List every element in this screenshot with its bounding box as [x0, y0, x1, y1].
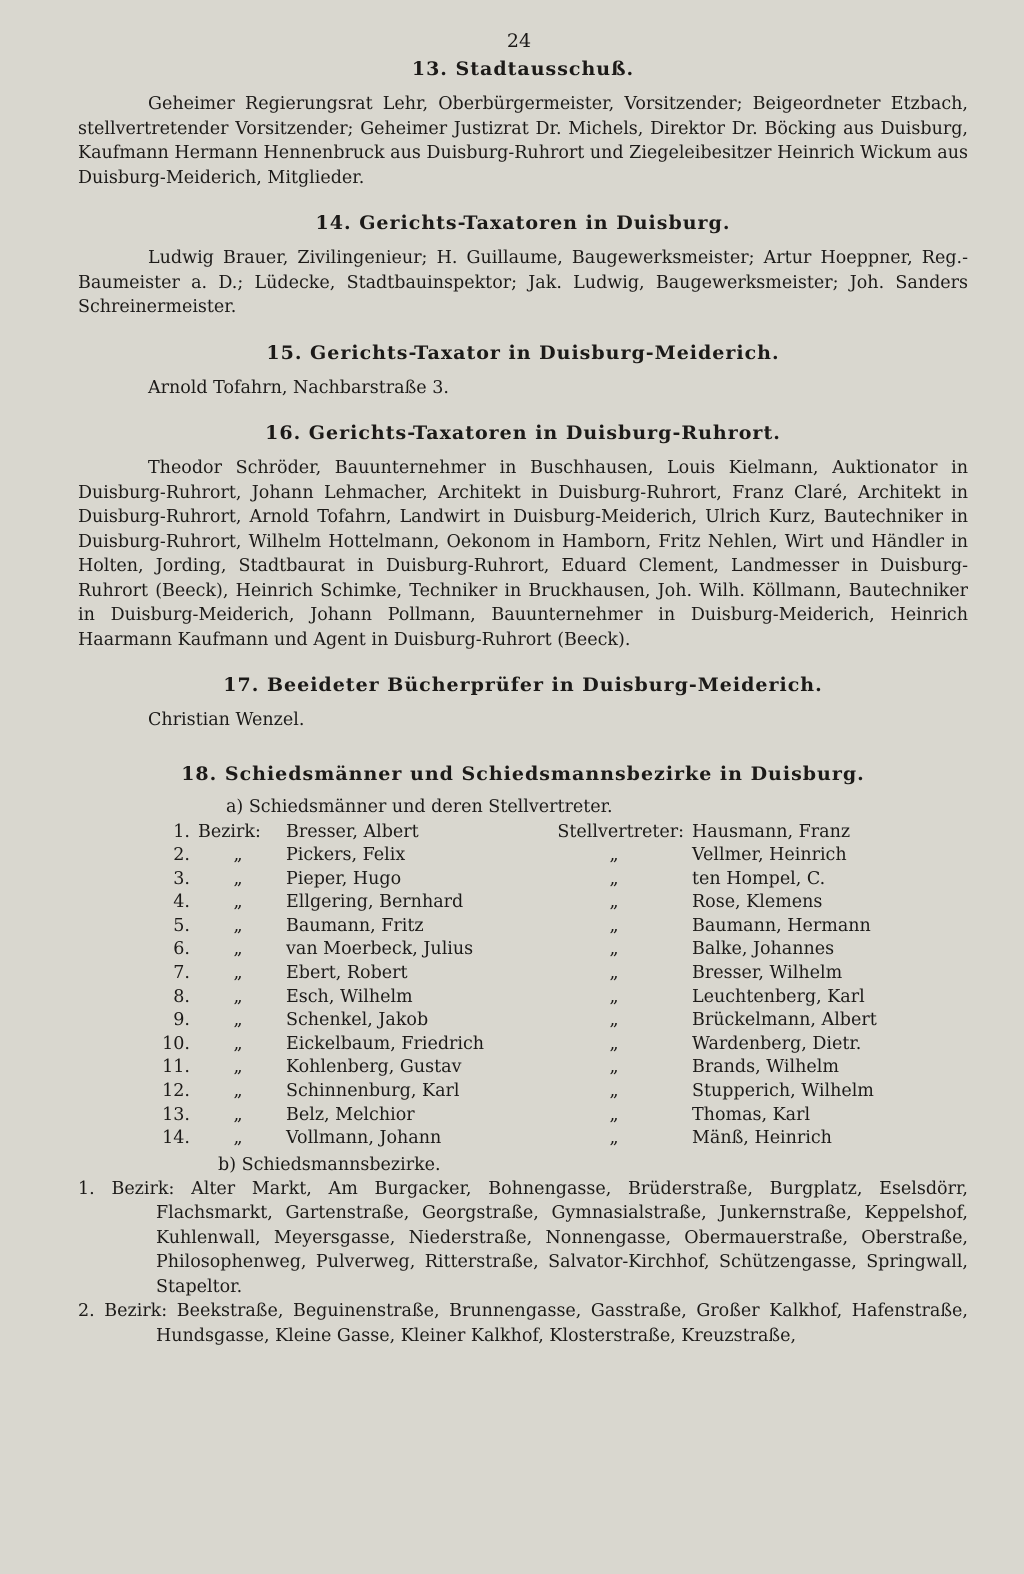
deputy-label: Stellvertreter:: [557, 821, 684, 842]
bezirk-label: „: [233, 986, 243, 1007]
row-number: 14.: [162, 1128, 190, 1149]
arbitrator-name: Kohlenberg, Gustav: [286, 1057, 462, 1078]
arbitrator-name: Ebert, Robert: [286, 963, 408, 984]
deputy-name: Rose, Klemens: [692, 892, 823, 913]
bezirk-label: „: [233, 1104, 243, 1125]
bezirk-label: „: [233, 1128, 243, 1149]
arbitrator-name: Belz, Melchior: [286, 1104, 415, 1125]
row-number: 2.: [173, 845, 190, 866]
section-text: Geheimer Regierungsrat Lehr, Oberbürgermeister, Vorsitzender; Beigeordneter Etzbach, stellvertretender Vorsitzender; Geheimer Justizrat Dr. Michels, Direktor Dr. Böcking aus Duisburg, Kaufmann Hermann Hennenbruck aus Duisburg-Ruhrort und Ziegeleibesitzer Heinrich Wickum aus Duisburg-Meiderich, Mitglieder.: [78, 94, 968, 188]
row-number: 8.: [173, 986, 190, 1007]
row-number: 3.: [173, 868, 190, 889]
section-text: Theodor Schröder, Bauunternehmer in Buschhausen, Louis Kielmann, Auktionator in Duisburg-Ruhrort, Johann Lehmacher, Architekt in Duisburg-Ruhrort, Franz Claré, Architekt in Duisburg-Ruhrort, Arnold Tofahrn, Landwirt in Duisburg-Meiderich, Ulrich Kurz, Bautechniker in Duisburg-Ruhrort, Wilhelm Hottelmann, Oekonom in Hamborn, Fritz Nehlen, Wirt und Händler in Holten, Jording, Stadtbaurat in Duisburg-Ruhrort, Eduard Clement, Landmesser in Duisburg-Ruhrort (Beeck), Heinrich Schimke, Techniker in Bruckhausen, Joh. Wilh. Köllmann, Bautechniker in Duisburg-Meiderich, Johann Pollmann, Bauunternehmer in Duisburg-Meiderich, Heinrich Haarmann Kaufmann und Agent in Duisburg-Ruhrort (Beeck).: [78, 458, 968, 650]
section-text: Arnold Tofahrn, Nachbarstraße 3.: [148, 377, 449, 398]
deputy-label: „: [609, 1104, 619, 1125]
document-page: [78, 30, 968, 1348]
deputy-label: „: [609, 845, 619, 866]
district-1: [78, 1177, 968, 1300]
row-number: 13.: [162, 1104, 190, 1125]
deputy-label: „: [609, 1010, 619, 1031]
deputy-name: Leuchtenberg, Karl: [692, 986, 865, 1007]
section-heading: 14. Gerichts-Taxatoren in Duisburg.: [315, 212, 731, 234]
table-row: [158, 868, 881, 892]
table-row: [158, 1127, 881, 1151]
table-row: [158, 1056, 881, 1080]
page-number: 24: [506, 30, 532, 52]
bezirk-label: „: [233, 1010, 243, 1031]
table-row: [158, 986, 881, 1010]
arbitrator-name: Pieper, Hugo: [286, 868, 402, 889]
district-streets: Alter Markt, Am Burgacker, Bohnengasse, Brüderstraße, Burgplatz, Eselsdörr, Flachsmarkt, Gartenstraße, Georgstraße, Gymnasialstraße, Junkernstraße, Keppelshof, Kuhlenwall, Meyersgasse, Niederstraße, Nonnengasse, Obermauerstraße, Oberstraße, Philosophenweg, Pulverweg, Ritterstraße, Salvator-Kirchhof, Schützengasse, Springwall, Stapeltor.: [156, 1178, 968, 1297]
deputy-name: Balke, Johannes: [692, 939, 835, 960]
deputy-name: Mänß, Heinrich: [692, 1128, 832, 1149]
subheading-a: a) Schiedsmänner und deren Stellvertreter.: [226, 796, 613, 817]
table-row: [158, 1033, 881, 1057]
deputy-label: „: [609, 1081, 619, 1102]
bezirk-label: Bezirk:: [198, 821, 261, 842]
bezirk-label: „: [233, 1057, 243, 1078]
row-number: 9.: [173, 1010, 190, 1031]
row-number: 1.: [173, 821, 190, 842]
deputy-label: „: [609, 892, 619, 913]
bezirk-label: „: [233, 845, 243, 866]
table-row: [158, 915, 881, 939]
deputy-name: Vellmer, Heinrich: [692, 845, 847, 866]
section-text: Ludwig Brauer, Zivilingenieur; H. Guillaume, Baugewerksmeister; Artur Hoeppner, Reg.-Baumeister a. D.; Lüdecke, Stadtbauinspektor; Jak. Ludwig, Baugewerksmeister; Joh. Sanders Schreinermeister.: [78, 248, 968, 317]
arbitrator-name: Pickers, Felix: [286, 845, 406, 866]
deputy-label: „: [609, 915, 619, 936]
bezirk-label: „: [233, 868, 243, 889]
arbitrator-name: Ellgering, Bernhard: [286, 892, 464, 913]
row-number: 6.: [173, 939, 190, 960]
section-heading: 15. Gerichts-Taxator in Duisburg-Meiderich.: [266, 341, 780, 364]
table-row: [158, 844, 881, 868]
bezirk-label: „: [233, 963, 243, 984]
table-row: [158, 1080, 881, 1104]
deputy-name: Brückelmann, Albert: [692, 1010, 877, 1031]
district-2: [78, 1299, 968, 1348]
row-number: 12.: [162, 1081, 190, 1102]
arbitrator-name: Eickelbaum, Friedrich: [286, 1033, 485, 1054]
arbitrator-name: Schenkel, Jakob: [286, 1010, 429, 1031]
deputy-label: „: [609, 939, 619, 960]
table-row: [158, 962, 881, 986]
bezirk-label: „: [233, 1081, 243, 1102]
arbitrator-name: van Moerbeck, Julius: [286, 939, 474, 960]
bezirk-label: „: [233, 1033, 243, 1054]
arbitrator-name: Bresser, Albert: [286, 821, 419, 842]
bezirk-label: „: [233, 915, 243, 936]
deputy-label: „: [609, 1057, 619, 1078]
section-heading: 13. Stadtausschuß.: [411, 58, 635, 80]
arbitrator-name: Vollmann, Johann: [286, 1128, 442, 1149]
table-row: [158, 821, 881, 845]
arbitrator-name: Baumann, Fritz: [286, 915, 424, 936]
deputy-label: „: [609, 868, 619, 889]
deputy-name: ten Hompel, C.: [692, 868, 826, 889]
row-number: 4.: [173, 892, 190, 913]
table-row: [158, 891, 881, 915]
bezirk-label: „: [233, 939, 243, 960]
row-number: 10.: [162, 1033, 190, 1054]
deputy-name: Wardenberg, Dietr.: [692, 1033, 862, 1054]
arbitrator-name: Schinnenburg, Karl: [286, 1081, 460, 1102]
bezirk-label: „: [233, 892, 243, 913]
district-label: 1. Bezirk:: [78, 1178, 175, 1199]
district-streets: Beekstraße, Beguinenstraße, Brunnengasse, Gasstraße, Großer Kalkhof, Hafenstraße, Hundsgasse, Kleine Gasse, Kleiner Kalkhof, Klosterstraße, Kreuzstraße,: [156, 1301, 968, 1346]
table-row: [158, 1009, 881, 1033]
row-number: 5.: [173, 915, 190, 936]
deputy-name: Stupperich, Wilhelm: [692, 1081, 874, 1102]
deputy-label: „: [609, 963, 619, 984]
deputy-label: „: [609, 1033, 619, 1054]
deputy-name: Thomas, Karl: [692, 1104, 811, 1125]
deputy-name: Bresser, Wilhelm: [692, 963, 843, 984]
deputy-name: Baumann, Hermann: [692, 915, 871, 936]
row-number: 7.: [173, 963, 190, 984]
deputy-name: Brands, Wilhelm: [692, 1057, 839, 1078]
section-text: Christian Wenzel.: [148, 710, 305, 730]
arbitrator-name: Esch, Wilhelm: [286, 986, 413, 1007]
section-heading: 17. Beeideter Bücherprüfer in Duisburg-Meiderich.: [223, 674, 823, 696]
arbitrators-table: [158, 821, 881, 1151]
deputy-label: „: [609, 986, 619, 1007]
table-row: [158, 938, 881, 962]
table-row: [158, 1104, 881, 1128]
row-number: 11.: [162, 1057, 190, 1078]
district-label: 2. Bezirk:: [78, 1301, 168, 1322]
section-heading: 16. Gerichts-Taxatoren in Duisburg-Ruhrort.: [265, 422, 781, 444]
deputy-name: Hausmann, Franz: [692, 821, 851, 842]
section-heading: 18. Schiedsmänner und Schiedsmannsbezirke in Duisburg.: [181, 762, 865, 785]
deputy-label: „: [609, 1128, 619, 1149]
subheading-b: b) Schiedsmannsbezirke.: [218, 1154, 441, 1175]
